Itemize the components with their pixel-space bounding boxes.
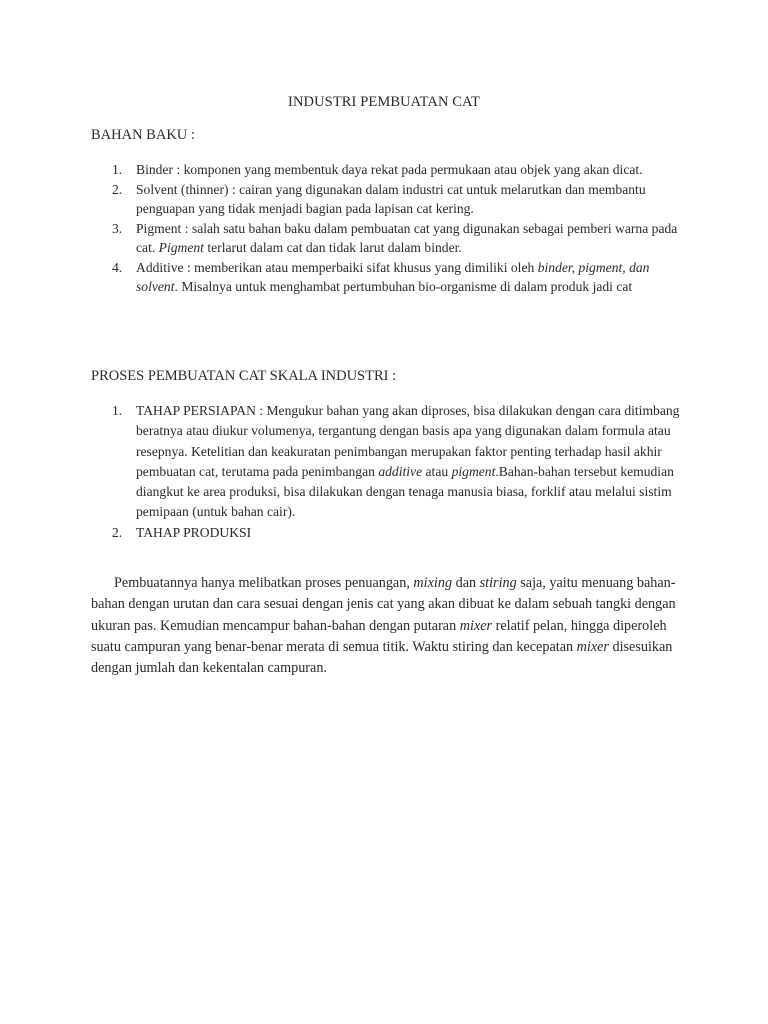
list-number: 3. [112, 220, 123, 236]
paragraph-italic: mixer [459, 617, 493, 634]
item-term: Pigment [136, 220, 182, 236]
item-text: TAHAP PERSIAPAN : Mengukur bahan yang akan diproses, bisa dilakukan dengan cara ditimbang beratnya atau diukur volumenya, tergantung dengan basis apa yang digunakan dalam formula atau resepnya. Ketelitian dan keakuratan penimbangan merupakan faktor penting terhadap hasil akhir pembuatan cat, terutama pada penimbangan [136, 403, 680, 479]
paragraph-italic: mixing [413, 575, 453, 591]
item-italic: additive [378, 463, 423, 479]
item-term: Solvent (thinner) [136, 181, 229, 197]
list-item [91, 160, 681, 180]
list-number: 2. [112, 181, 123, 197]
item-text: : salah satu bahan baku dalam pembuatan cat yang digunakan sebagai pemberi warna pada cat. [136, 220, 678, 255]
list-item [91, 180, 681, 219]
list-item [91, 219, 681, 258]
proses-heading: PROSES PEMBUATAN CAT SKALA INDUSTRI : [91, 368, 397, 384]
item-italic: binder, pigment, dan solvent [136, 259, 650, 294]
bahan-baku-list [91, 160, 681, 297]
bahan-baku-heading: BAHAN BAKU : [91, 127, 195, 143]
item-text: : memberikan atau memperbaiki sifat khusus yang dimiliki oleh [183, 259, 538, 275]
item-italic: pigment [451, 463, 496, 479]
paragraph-text: Pembuatannya hanya melibatkan proses penuangan, [114, 575, 414, 591]
item-text: : komponen yang membentuk daya rekat pada permukaan atau objek yang akan dicat. [173, 162, 643, 177]
paragraph-italic: mixer [576, 638, 609, 655]
list-item [91, 523, 681, 543]
item-text: terlarut dalam cat dan tidak larut dalam binder. [203, 240, 462, 255]
item-text: TAHAP PRODUKSI [136, 524, 252, 540]
item-term: Binder [136, 162, 173, 177]
proses-list [91, 401, 681, 543]
paragraph-text: relatif pelan, hingga diperoleh suatu campuran yang benar-benar merata di semua titik. Waktu stiring dan kecepatan [91, 617, 667, 655]
document-title: INDUSTRI PEMBUATAN CAT [288, 94, 480, 110]
item-text: .Bahan-bahan tersebut kemudian diangkut ke area produksi, bisa dilakukan dengan tenaga manusia biasa, forklif atau melalui sistim pemipaan (untuk bahan cair). [136, 463, 674, 520]
paragraph-text: disesuikan dengan jumlah dan kekentalan campuran. [91, 638, 673, 677]
paragraph-text: dan [452, 575, 480, 591]
item-text: atau [422, 463, 452, 479]
list-item [91, 401, 681, 523]
item-text: : cairan yang digunakan dalam industri cat untuk melarutkan dan membantu penguapan yang tidak menjadi bagian pada lapisan cat kering. [136, 181, 646, 216]
item-term: Additive [136, 259, 184, 275]
list-number: 1. [112, 162, 123, 177]
paragraph-text: saja, yaitu menuang bahan-bahan dengan urutan dan cara sesuai dengan jenis cat yang akan dibuat ke dalam sebuah tangki dengan ukuran pas. Kemudian mencampur bahan-bahan dengan putaran [91, 575, 676, 634]
body-paragraph [91, 573, 681, 679]
list-number: 4. [112, 259, 123, 275]
list-number: 1. [112, 403, 123, 418]
list-number: 2. [112, 524, 123, 540]
list-item [91, 258, 681, 297]
item-text: . Misalnya untuk menghambat pertumbuhan bio-organisme di dalam produk jadi cat [174, 279, 633, 294]
paragraph-italic: stiring [479, 575, 517, 591]
item-italic: Pigment [158, 240, 204, 255]
